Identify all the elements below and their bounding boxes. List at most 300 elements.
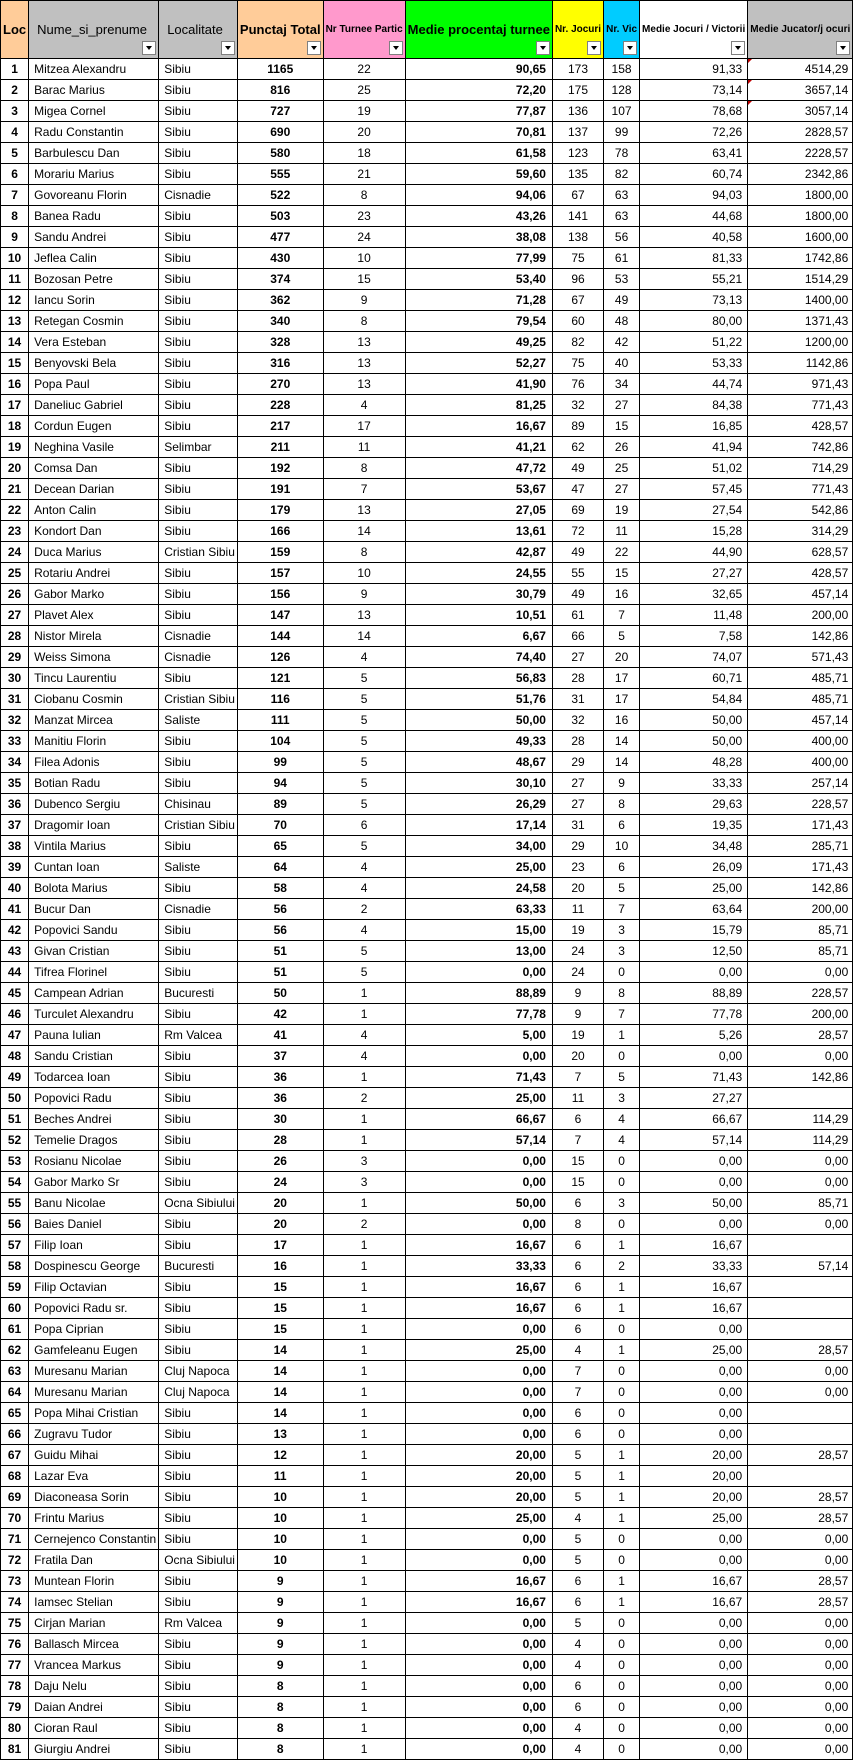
cell-loc[interactable]: 13 (1, 311, 29, 332)
cell-medie-procentaj[interactable]: 71,43 (405, 1067, 552, 1088)
cell-name[interactable]: Weiss Simona (29, 647, 159, 668)
cell-medie-jucator[interactable]: 714,29 (748, 458, 853, 479)
cell-nr-turnee[interactable]: 9 (323, 584, 405, 605)
cell-nr-jocuri[interactable]: 7 (552, 1361, 603, 1382)
cell-medie-procentaj[interactable]: 26,29 (405, 794, 552, 815)
cell-name[interactable]: Gabor Marko Sr (29, 1172, 159, 1193)
cell-name[interactable]: Botian Radu (29, 773, 159, 794)
cell-punctaj[interactable]: 580 (237, 143, 323, 164)
filter-dropdown-icon[interactable] (623, 41, 637, 55)
cell-medie-procentaj[interactable]: 30,10 (405, 773, 552, 794)
cell-nr-jocuri[interactable]: 7 (552, 1382, 603, 1403)
cell-loc[interactable]: 7 (1, 185, 29, 206)
cell-nr-victorii[interactable]: 1 (604, 1277, 640, 1298)
cell-nr-turnee[interactable]: 1 (323, 1571, 405, 1592)
cell-name[interactable]: Beches Andrei (29, 1109, 159, 1130)
cell-nr-victorii[interactable]: 63 (604, 185, 640, 206)
cell-punctaj[interactable]: 17 (237, 1235, 323, 1256)
cell-punctaj[interactable]: 166 (237, 521, 323, 542)
cell-medie-jocuri-victorii[interactable]: 16,67 (640, 1571, 748, 1592)
cell-nr-victorii[interactable]: 0 (604, 1655, 640, 1676)
cell-medie-jucator[interactable]: 0,00 (748, 1655, 853, 1676)
cell-nr-victorii[interactable]: 16 (604, 710, 640, 731)
cell-medie-jucator[interactable]: 85,71 (748, 1193, 853, 1214)
cell-medie-jocuri-victorii[interactable]: 81,33 (640, 248, 748, 269)
cell-medie-jucator[interactable]: 628,57 (748, 542, 853, 563)
cell-nr-turnee[interactable]: 5 (323, 773, 405, 794)
cell-nr-turnee[interactable]: 1 (323, 1655, 405, 1676)
cell-city[interactable]: Sibiu (159, 731, 238, 752)
cell-nr-jocuri[interactable]: 49 (552, 542, 603, 563)
cell-medie-procentaj[interactable]: 17,14 (405, 815, 552, 836)
cell-nr-victorii[interactable]: 27 (604, 479, 640, 500)
filter-dropdown-icon[interactable] (389, 41, 403, 55)
cell-medie-jocuri-victorii[interactable]: 16,67 (640, 1235, 748, 1256)
cell-city[interactable]: Sibiu (159, 164, 238, 185)
cell-name[interactable]: Dubenco Sergiu (29, 794, 159, 815)
cell-medie-jocuri-victorii[interactable]: 44,90 (640, 542, 748, 563)
cell-medie-jucator[interactable]: 2228,57 (748, 143, 853, 164)
cell-loc[interactable]: 2 (1, 80, 29, 101)
cell-medie-procentaj[interactable]: 47,72 (405, 458, 552, 479)
cell-medie-jucator[interactable]: 3057,14 (748, 101, 853, 122)
cell-medie-jucator[interactable]: 228,57 (748, 794, 853, 815)
cell-nr-turnee[interactable]: 7 (323, 479, 405, 500)
cell-name[interactable]: Todarcea Ioan (29, 1067, 159, 1088)
cell-city[interactable]: Sibiu (159, 416, 238, 437)
cell-punctaj[interactable]: 727 (237, 101, 323, 122)
cell-loc[interactable]: 66 (1, 1424, 29, 1445)
cell-nr-victorii[interactable]: 14 (604, 731, 640, 752)
cell-loc[interactable]: 74 (1, 1592, 29, 1613)
cell-medie-procentaj[interactable]: 25,00 (405, 857, 552, 878)
cell-punctaj[interactable]: 9 (237, 1571, 323, 1592)
cell-medie-jocuri-victorii[interactable]: 50,00 (640, 1193, 748, 1214)
cell-nr-victorii[interactable]: 0 (604, 1424, 640, 1445)
cell-nr-turnee[interactable]: 8 (323, 185, 405, 206)
cell-punctaj[interactable]: 9 (237, 1634, 323, 1655)
cell-city[interactable]: Sibiu (159, 1088, 238, 1109)
cell-nr-victorii[interactable]: 34 (604, 374, 640, 395)
cell-city[interactable]: Sibiu (159, 1151, 238, 1172)
cell-nr-victorii[interactable]: 9 (604, 773, 640, 794)
cell-nr-turnee[interactable]: 1 (323, 1361, 405, 1382)
cell-medie-jocuri-victorii[interactable]: 72,26 (640, 122, 748, 143)
cell-punctaj[interactable]: 104 (237, 731, 323, 752)
cell-punctaj[interactable]: 116 (237, 689, 323, 710)
cell-medie-jocuri-victorii[interactable]: 80,00 (640, 311, 748, 332)
cell-nr-jocuri[interactable]: 75 (552, 353, 603, 374)
cell-nr-turnee[interactable]: 13 (323, 605, 405, 626)
cell-loc[interactable]: 27 (1, 605, 29, 626)
cell-nr-jocuri[interactable]: 6 (552, 1571, 603, 1592)
cell-punctaj[interactable]: 121 (237, 668, 323, 689)
cell-nr-jocuri[interactable]: 8 (552, 1214, 603, 1235)
cell-medie-jucator[interactable]: 0,00 (748, 1529, 853, 1550)
cell-name[interactable]: Vintila Marius (29, 836, 159, 857)
cell-nr-jocuri[interactable]: 175 (552, 80, 603, 101)
cell-medie-jucator[interactable] (748, 1088, 853, 1109)
cell-nr-jocuri[interactable]: 28 (552, 731, 603, 752)
cell-city[interactable]: Sibiu (159, 59, 238, 80)
cell-medie-jucator[interactable]: 485,71 (748, 668, 853, 689)
cell-loc[interactable]: 35 (1, 773, 29, 794)
cell-punctaj[interactable]: 10 (237, 1508, 323, 1529)
cell-nr-jocuri[interactable]: 24 (552, 962, 603, 983)
cell-punctaj[interactable]: 111 (237, 710, 323, 731)
cell-nr-victorii[interactable]: 0 (604, 1382, 640, 1403)
cell-city[interactable]: Sibiu (159, 962, 238, 983)
cell-medie-jucator[interactable]: 0,00 (748, 1613, 853, 1634)
cell-medie-jucator[interactable] (748, 1466, 853, 1487)
cell-nr-turnee[interactable]: 1 (323, 1004, 405, 1025)
cell-punctaj[interactable]: 14 (237, 1403, 323, 1424)
cell-medie-jucator[interactable]: 2342,86 (748, 164, 853, 185)
cell-loc[interactable]: 6 (1, 164, 29, 185)
cell-medie-procentaj[interactable]: 24,58 (405, 878, 552, 899)
cell-loc[interactable]: 26 (1, 584, 29, 605)
cell-medie-procentaj[interactable]: 0,00 (405, 1382, 552, 1403)
cell-medie-procentaj[interactable]: 53,40 (405, 269, 552, 290)
cell-nr-victorii[interactable]: 17 (604, 689, 640, 710)
cell-medie-procentaj[interactable]: 33,33 (405, 1256, 552, 1277)
cell-loc[interactable]: 60 (1, 1298, 29, 1319)
cell-name[interactable]: Cernejenco Constantin (29, 1529, 159, 1550)
cell-loc[interactable]: 62 (1, 1340, 29, 1361)
cell-medie-procentaj[interactable]: 0,00 (405, 1151, 552, 1172)
cell-city[interactable]: Cisnadie (159, 185, 238, 206)
cell-medie-procentaj[interactable]: 13,00 (405, 941, 552, 962)
cell-punctaj[interactable]: 522 (237, 185, 323, 206)
cell-city[interactable]: Sibiu (159, 1676, 238, 1697)
cell-name[interactable]: Manzat Mircea (29, 710, 159, 731)
cell-loc[interactable]: 32 (1, 710, 29, 731)
cell-nr-victorii[interactable]: 6 (604, 815, 640, 836)
cell-city[interactable]: Sibiu (159, 1571, 238, 1592)
cell-nr-jocuri[interactable]: 29 (552, 836, 603, 857)
cell-punctaj[interactable]: 8 (237, 1739, 323, 1760)
cell-nr-turnee[interactable]: 8 (323, 311, 405, 332)
cell-name[interactable]: Campean Adrian (29, 983, 159, 1004)
cell-nr-victorii[interactable]: 1 (604, 1466, 640, 1487)
cell-loc[interactable]: 52 (1, 1130, 29, 1151)
cell-punctaj[interactable]: 211 (237, 437, 323, 458)
cell-medie-procentaj[interactable]: 25,00 (405, 1508, 552, 1529)
cell-nr-jocuri[interactable]: 6 (552, 1256, 603, 1277)
cell-medie-jocuri-victorii[interactable]: 57,45 (640, 479, 748, 500)
cell-nr-jocuri[interactable]: 61 (552, 605, 603, 626)
cell-city[interactable]: Sibiu (159, 248, 238, 269)
cell-loc[interactable]: 49 (1, 1067, 29, 1088)
cell-loc[interactable]: 9 (1, 227, 29, 248)
cell-punctaj[interactable]: 20 (237, 1193, 323, 1214)
cell-nr-turnee[interactable]: 1 (323, 1718, 405, 1739)
cell-punctaj[interactable]: 191 (237, 479, 323, 500)
cell-loc[interactable]: 55 (1, 1193, 29, 1214)
cell-medie-procentaj[interactable]: 74,40 (405, 647, 552, 668)
cell-nr-victorii[interactable]: 63 (604, 206, 640, 227)
cell-medie-jocuri-victorii[interactable]: 40,58 (640, 227, 748, 248)
cell-medie-jocuri-victorii[interactable]: 77,78 (640, 1004, 748, 1025)
cell-name[interactable]: Daju Nelu (29, 1676, 159, 1697)
cell-medie-jucator[interactable]: 0,00 (748, 1151, 853, 1172)
cell-punctaj[interactable]: 1165 (237, 59, 323, 80)
cell-medie-procentaj[interactable]: 13,61 (405, 521, 552, 542)
cell-nr-turnee[interactable]: 8 (323, 458, 405, 479)
cell-city[interactable]: Cluj Napoca (159, 1382, 238, 1403)
cell-medie-procentaj[interactable]: 25,00 (405, 1088, 552, 1109)
cell-nr-turnee[interactable]: 1 (323, 1529, 405, 1550)
cell-medie-procentaj[interactable]: 0,00 (405, 1718, 552, 1739)
cell-medie-jocuri-victorii[interactable]: 66,67 (640, 1109, 748, 1130)
cell-nr-turnee[interactable]: 1 (323, 1130, 405, 1151)
cell-medie-jocuri-victorii[interactable]: 51,02 (640, 458, 748, 479)
cell-medie-jucator[interactable]: 314,29 (748, 521, 853, 542)
cell-medie-jucator[interactable]: 28,57 (748, 1571, 853, 1592)
cell-medie-jucator[interactable]: 257,14 (748, 773, 853, 794)
cell-name[interactable]: Bozosan Petre (29, 269, 159, 290)
cell-nr-victorii[interactable]: 5 (604, 878, 640, 899)
cell-medie-jocuri-victorii[interactable]: 0,00 (640, 1550, 748, 1571)
cell-medie-jocuri-victorii[interactable]: 7,58 (640, 626, 748, 647)
cell-medie-jucator[interactable]: 28,57 (748, 1025, 853, 1046)
cell-medie-jucator[interactable]: 85,71 (748, 920, 853, 941)
cell-city[interactable]: Ocna Sibiului (159, 1550, 238, 1571)
cell-loc[interactable]: 75 (1, 1613, 29, 1634)
cell-medie-jocuri-victorii[interactable]: 33,33 (640, 1256, 748, 1277)
cell-name[interactable]: Jeflea Calin (29, 248, 159, 269)
cell-nr-jocuri[interactable]: 19 (552, 1025, 603, 1046)
cell-medie-jocuri-victorii[interactable]: 20,00 (640, 1445, 748, 1466)
cell-nr-turnee[interactable]: 5 (323, 731, 405, 752)
cell-city[interactable]: Sibiu (159, 920, 238, 941)
cell-nr-jocuri[interactable]: 4 (552, 1739, 603, 1760)
cell-loc[interactable]: 15 (1, 353, 29, 374)
cell-punctaj[interactable]: 64 (237, 857, 323, 878)
cell-name[interactable]: Diaconeasa Sorin (29, 1487, 159, 1508)
cell-nr-jocuri[interactable]: 5 (552, 1466, 603, 1487)
cell-medie-procentaj[interactable]: 20,00 (405, 1466, 552, 1487)
cell-name[interactable]: Tifrea Florinel (29, 962, 159, 983)
cell-loc[interactable]: 10 (1, 248, 29, 269)
cell-punctaj[interactable]: 179 (237, 500, 323, 521)
cell-nr-jocuri[interactable]: 6 (552, 1676, 603, 1697)
cell-medie-jucator[interactable]: 0,00 (748, 1172, 853, 1193)
cell-nr-victorii[interactable]: 16 (604, 584, 640, 605)
cell-medie-jocuri-victorii[interactable]: 0,00 (640, 1382, 748, 1403)
cell-medie-procentaj[interactable]: 61,58 (405, 143, 552, 164)
cell-city[interactable]: Sibiu (159, 773, 238, 794)
cell-loc[interactable]: 14 (1, 332, 29, 353)
cell-medie-procentaj[interactable]: 63,33 (405, 899, 552, 920)
cell-city[interactable]: Chisinau (159, 794, 238, 815)
cell-medie-jocuri-victorii[interactable]: 5,26 (640, 1025, 748, 1046)
cell-medie-procentaj[interactable]: 0,00 (405, 962, 552, 983)
cell-name[interactable]: Rotariu Andrei (29, 563, 159, 584)
cell-nr-victorii[interactable]: 1 (604, 1592, 640, 1613)
cell-nr-turnee[interactable]: 1 (323, 1739, 405, 1760)
cell-nr-victorii[interactable]: 0 (604, 1718, 640, 1739)
filter-dropdown-icon[interactable] (587, 41, 601, 55)
cell-city[interactable]: Selimbar (159, 437, 238, 458)
cell-nr-turnee[interactable]: 20 (323, 122, 405, 143)
cell-nr-victorii[interactable]: 0 (604, 1214, 640, 1235)
cell-medie-jucator[interactable]: 114,29 (748, 1109, 853, 1130)
cell-medie-procentaj[interactable]: 49,33 (405, 731, 552, 752)
cell-name[interactable]: Baies Daniel (29, 1214, 159, 1235)
cell-name[interactable]: Ballasch Mircea (29, 1634, 159, 1655)
cell-medie-jucator[interactable]: 571,43 (748, 647, 853, 668)
cell-nr-jocuri[interactable]: 6 (552, 1277, 603, 1298)
cell-punctaj[interactable]: 430 (237, 248, 323, 269)
cell-medie-jocuri-victorii[interactable]: 29,63 (640, 794, 748, 815)
cell-medie-jucator[interactable] (748, 1235, 853, 1256)
cell-city[interactable]: Saliste (159, 710, 238, 731)
cell-medie-jocuri-victorii[interactable]: 88,89 (640, 983, 748, 1004)
cell-city[interactable]: Sibiu (159, 1634, 238, 1655)
cell-medie-procentaj[interactable]: 0,00 (405, 1613, 552, 1634)
cell-nr-jocuri[interactable]: 11 (552, 899, 603, 920)
cell-medie-jocuri-victorii[interactable]: 0,00 (640, 1655, 748, 1676)
cell-nr-victorii[interactable]: 0 (604, 1046, 640, 1067)
cell-medie-jocuri-victorii[interactable]: 20,00 (640, 1487, 748, 1508)
cell-city[interactable]: Sibiu (159, 500, 238, 521)
cell-loc[interactable]: 71 (1, 1529, 29, 1550)
cell-medie-jocuri-victorii[interactable]: 15,28 (640, 521, 748, 542)
cell-city[interactable]: Sibiu (159, 479, 238, 500)
cell-name[interactable]: Popa Ciprian (29, 1319, 159, 1340)
cell-nr-victorii[interactable]: 0 (604, 1697, 640, 1718)
cell-punctaj[interactable]: 14 (237, 1382, 323, 1403)
cell-nr-turnee[interactable]: 1 (323, 1676, 405, 1697)
cell-punctaj[interactable]: 51 (237, 962, 323, 983)
cell-medie-jucator[interactable]: 200,00 (748, 1004, 853, 1025)
cell-nr-turnee[interactable]: 1 (323, 1340, 405, 1361)
cell-medie-jucator[interactable]: 4514,29 (748, 59, 853, 80)
cell-medie-jucator[interactable]: 485,71 (748, 689, 853, 710)
cell-loc[interactable]: 3 (1, 101, 29, 122)
cell-medie-jucator[interactable]: 200,00 (748, 605, 853, 626)
cell-nr-victorii[interactable]: 82 (604, 164, 640, 185)
cell-loc[interactable]: 53 (1, 1151, 29, 1172)
cell-medie-procentaj[interactable]: 77,78 (405, 1004, 552, 1025)
cell-loc[interactable]: 17 (1, 395, 29, 416)
cell-medie-procentaj[interactable]: 5,00 (405, 1025, 552, 1046)
cell-medie-jucator[interactable] (748, 1277, 853, 1298)
cell-medie-procentaj[interactable]: 0,00 (405, 1319, 552, 1340)
cell-nr-victorii[interactable]: 0 (604, 962, 640, 983)
cell-loc[interactable]: 58 (1, 1256, 29, 1277)
cell-medie-jucator[interactable]: 542,86 (748, 500, 853, 521)
cell-nr-jocuri[interactable]: 31 (552, 689, 603, 710)
cell-nr-victorii[interactable]: 15 (604, 416, 640, 437)
cell-name[interactable]: Morariu Marius (29, 164, 159, 185)
cell-loc[interactable]: 65 (1, 1403, 29, 1424)
cell-name[interactable]: Popovici Radu (29, 1088, 159, 1109)
cell-nr-turnee[interactable]: 1 (323, 1235, 405, 1256)
cell-medie-procentaj[interactable]: 27,05 (405, 500, 552, 521)
cell-name[interactable]: Gabor Marko (29, 584, 159, 605)
cell-medie-procentaj[interactable]: 0,00 (405, 1529, 552, 1550)
cell-medie-jucator[interactable]: 28,57 (748, 1508, 853, 1529)
cell-nr-victorii[interactable]: 1 (604, 1025, 640, 1046)
cell-punctaj[interactable]: 94 (237, 773, 323, 794)
cell-loc[interactable]: 16 (1, 374, 29, 395)
cell-nr-jocuri[interactable]: 135 (552, 164, 603, 185)
cell-medie-jucator[interactable]: 142,86 (748, 626, 853, 647)
cell-medie-jucator[interactable]: 85,71 (748, 941, 853, 962)
cell-name[interactable]: Frintu Marius (29, 1508, 159, 1529)
cell-medie-procentaj[interactable]: 53,67 (405, 479, 552, 500)
cell-medie-procentaj[interactable]: 41,90 (405, 374, 552, 395)
cell-medie-jocuri-victorii[interactable]: 15,79 (640, 920, 748, 941)
cell-nr-victorii[interactable]: 0 (604, 1739, 640, 1760)
cell-name[interactable]: Nistor Mirela (29, 626, 159, 647)
cell-medie-jucator[interactable]: 228,57 (748, 983, 853, 1004)
cell-punctaj[interactable]: 340 (237, 311, 323, 332)
cell-city[interactable]: Sibiu (159, 1697, 238, 1718)
cell-city[interactable]: Sibiu (159, 1130, 238, 1151)
cell-punctaj[interactable]: 9 (237, 1613, 323, 1634)
cell-nr-jocuri[interactable]: 28 (552, 668, 603, 689)
cell-name[interactable]: Muresanu Marian (29, 1382, 159, 1403)
cell-loc[interactable]: 43 (1, 941, 29, 962)
cell-punctaj[interactable]: 9 (237, 1592, 323, 1613)
cell-city[interactable]: Sibiu (159, 227, 238, 248)
cell-nr-turnee[interactable]: 1 (323, 1613, 405, 1634)
cell-nr-victorii[interactable]: 8 (604, 983, 640, 1004)
cell-loc[interactable]: 38 (1, 836, 29, 857)
cell-medie-jocuri-victorii[interactable]: 27,54 (640, 500, 748, 521)
cell-loc[interactable]: 24 (1, 542, 29, 563)
cell-name[interactable]: Pauna Iulian (29, 1025, 159, 1046)
cell-punctaj[interactable]: 28 (237, 1130, 323, 1151)
cell-medie-procentaj[interactable]: 52,27 (405, 353, 552, 374)
cell-loc[interactable]: 70 (1, 1508, 29, 1529)
cell-loc[interactable]: 61 (1, 1319, 29, 1340)
cell-nr-victorii[interactable]: 3 (604, 1088, 640, 1109)
cell-name[interactable]: Barac Marius (29, 80, 159, 101)
cell-nr-turnee[interactable]: 5 (323, 836, 405, 857)
cell-city[interactable]: Sibiu (159, 143, 238, 164)
cell-city[interactable]: Cristian Sibiu (159, 542, 238, 563)
cell-medie-jocuri-victorii[interactable]: 44,68 (640, 206, 748, 227)
cell-loc[interactable]: 40 (1, 878, 29, 899)
cell-nr-turnee[interactable]: 10 (323, 248, 405, 269)
cell-city[interactable]: Cluj Napoca (159, 1361, 238, 1382)
cell-medie-jucator[interactable]: 742,86 (748, 437, 853, 458)
cell-nr-turnee[interactable]: 4 (323, 1025, 405, 1046)
cell-punctaj[interactable]: 816 (237, 80, 323, 101)
cell-loc[interactable]: 78 (1, 1676, 29, 1697)
cell-name[interactable]: Bolota Marius (29, 878, 159, 899)
cell-medie-jocuri-victorii[interactable]: 25,00 (640, 1508, 748, 1529)
filter-dropdown-icon[interactable] (536, 41, 550, 55)
cell-medie-jocuri-victorii[interactable]: 0,00 (640, 1739, 748, 1760)
cell-city[interactable]: Sibiu (159, 1067, 238, 1088)
cell-punctaj[interactable]: 9 (237, 1655, 323, 1676)
cell-nr-victorii[interactable]: 22 (604, 542, 640, 563)
cell-name[interactable]: Kondort Dan (29, 521, 159, 542)
cell-medie-jocuri-victorii[interactable]: 0,00 (640, 1214, 748, 1235)
cell-city[interactable]: Sibiu (159, 1424, 238, 1445)
cell-nr-jocuri[interactable]: 27 (552, 794, 603, 815)
cell-nr-turnee[interactable]: 1 (323, 1277, 405, 1298)
cell-medie-procentaj[interactable]: 0,00 (405, 1550, 552, 1571)
cell-loc[interactable]: 5 (1, 143, 29, 164)
cell-city[interactable]: Sibiu (159, 332, 238, 353)
cell-medie-jocuri-victorii[interactable]: 41,94 (640, 437, 748, 458)
